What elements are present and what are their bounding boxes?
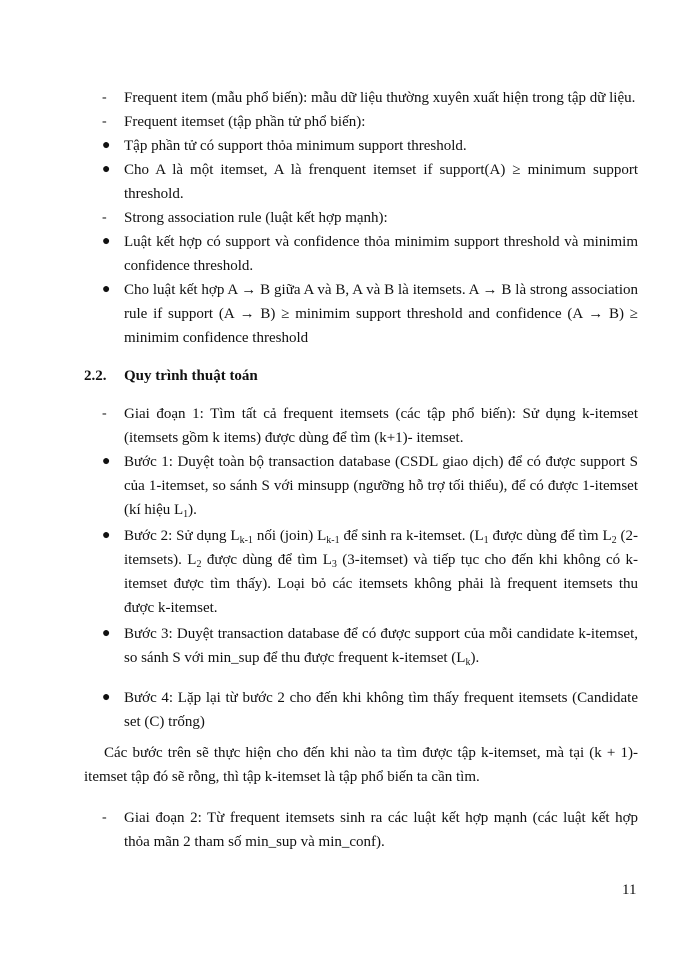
item-text: Frequent item (mẫu phổ biến): mẫu dữ liệu thường xuyên xuất hiện trong tập dữ liệu.: [124, 90, 636, 106]
page-number: 11: [622, 882, 637, 898]
item-text: Giai đoạn 2: Từ frequent itemsets sinh ra các luật kết hợp mạnh (các luật kết hợp thỏa mãn 2 tham số min_sup và min_conf).: [124, 810, 638, 850]
item-text: Giai đoạn 1: Tìm tất cả frequent itemsets (các tập phổ biến): Sử dụng k-itemset (itemsets gồm k items) được dùng để tìm (k+1)- itemset.: [124, 406, 638, 446]
bullet-icon: ●: [102, 454, 111, 469]
bullet-icon: ●: [102, 138, 111, 153]
item-text: Cho luật kết hợp A → B giữa A và B, A và B là itemsets. A → B là strong association rule if support (A → B) ≥ minimim support threshold and confidence (A → B) ≥ minimim confidence threshold: [124, 282, 638, 346]
item-text: [124, 450, 638, 522]
step1-close: ).: [188, 502, 197, 518]
list-item: [0, 206, 700, 230]
bullet-icon: ●: [102, 626, 111, 641]
dash-marker: -: [102, 90, 107, 105]
bullet-icon: ●: [102, 162, 111, 177]
step1-text: Bước 1: Duyệt toàn bộ transaction database (CSDL giao dịch) để có được support S của 1-itemset, so sánh S với minsupp (ngưỡng hỗ trợ tối thiểu), để có được 1-itemset (kí hiệu L: [124, 454, 638, 518]
item-text: Strong association rule (luật kết hợp mạnh):: [124, 210, 388, 226]
list-item: [0, 402, 700, 450]
list-item: [0, 686, 700, 734]
bullet-icon: ●: [102, 282, 111, 297]
subscript: 1: [183, 509, 189, 520]
list-item: [0, 450, 700, 522]
list-item: [0, 278, 700, 350]
list-item: [0, 110, 700, 134]
dash-marker: -: [102, 406, 107, 421]
definitions-list: [0, 86, 700, 350]
list-item: [0, 86, 700, 110]
item-text: Tập phần tử có support thỏa minimum support threshold.: [124, 138, 467, 154]
dash-marker: -: [102, 114, 107, 129]
list-item: [0, 622, 700, 670]
bullet-icon: ●: [102, 234, 111, 249]
algorithm-steps: [0, 402, 700, 734]
section-heading: [84, 368, 258, 385]
item-text: Luật kết hợp có support và confidence thỏa minimim support threshold và minimim confidence threshold.: [124, 234, 638, 274]
bullet-icon: ●: [102, 690, 111, 705]
summary-paragraph: [84, 741, 638, 789]
bullet-icon: ●: [102, 528, 111, 543]
section-number: 2.2.: [84, 368, 107, 384]
list-item: [0, 806, 700, 854]
item-text: Bước 4: Lặp lại từ bước 2 cho đến khi không tìm thấy frequent itemsets (Candidate set (C) trống): [124, 690, 638, 730]
paragraph-text: Các bước trên sẽ thực hiện cho đến khi nào ta tìm được tập k-itemset, mà tại (k + 1)-itemset tập đó sẽ rỗng, thì tập k-itemset là tập phổ biến ta cần tìm.: [84, 745, 638, 785]
item-text: Bước 3: Duyệt transaction database để có được support của mỗi candidate k-itemset, so sánh S với min_sup để thu được frequent k-itemset $(L_k)$.: [124, 626, 638, 668]
section-title: Quy trình thuật toán: [124, 368, 258, 384]
dash-marker: -: [102, 810, 107, 825]
list-item: [0, 158, 700, 206]
list-item: [0, 134, 700, 158]
dash-marker: -: [102, 210, 107, 225]
item-text: Bước 2: Sử dụng $L_{k-1}$ nối (join) $L_{k-1}$ để sinh ra k-itemset. ($L_1$ được dùng để tìm $L_2$ (2-itemsets). $L_2$ được dùng để tìm $L_3$ (3-itemset) và tiếp tục cho đến khi không có k-itemset được tìm thấy). Loại bỏ các itemsets không phải là frequent itemsets thu được k-itemset.: [124, 528, 638, 616]
phase2-list: [0, 806, 700, 854]
item-text: Frequent itemset (tập phần tử phổ biến):: [124, 114, 366, 130]
list-item: [0, 524, 700, 620]
list-item: [0, 230, 700, 278]
item-text: Cho A là một itemset, A là frenquent itemset if support(A) ≥ minimum support threshold.: [124, 162, 638, 202]
